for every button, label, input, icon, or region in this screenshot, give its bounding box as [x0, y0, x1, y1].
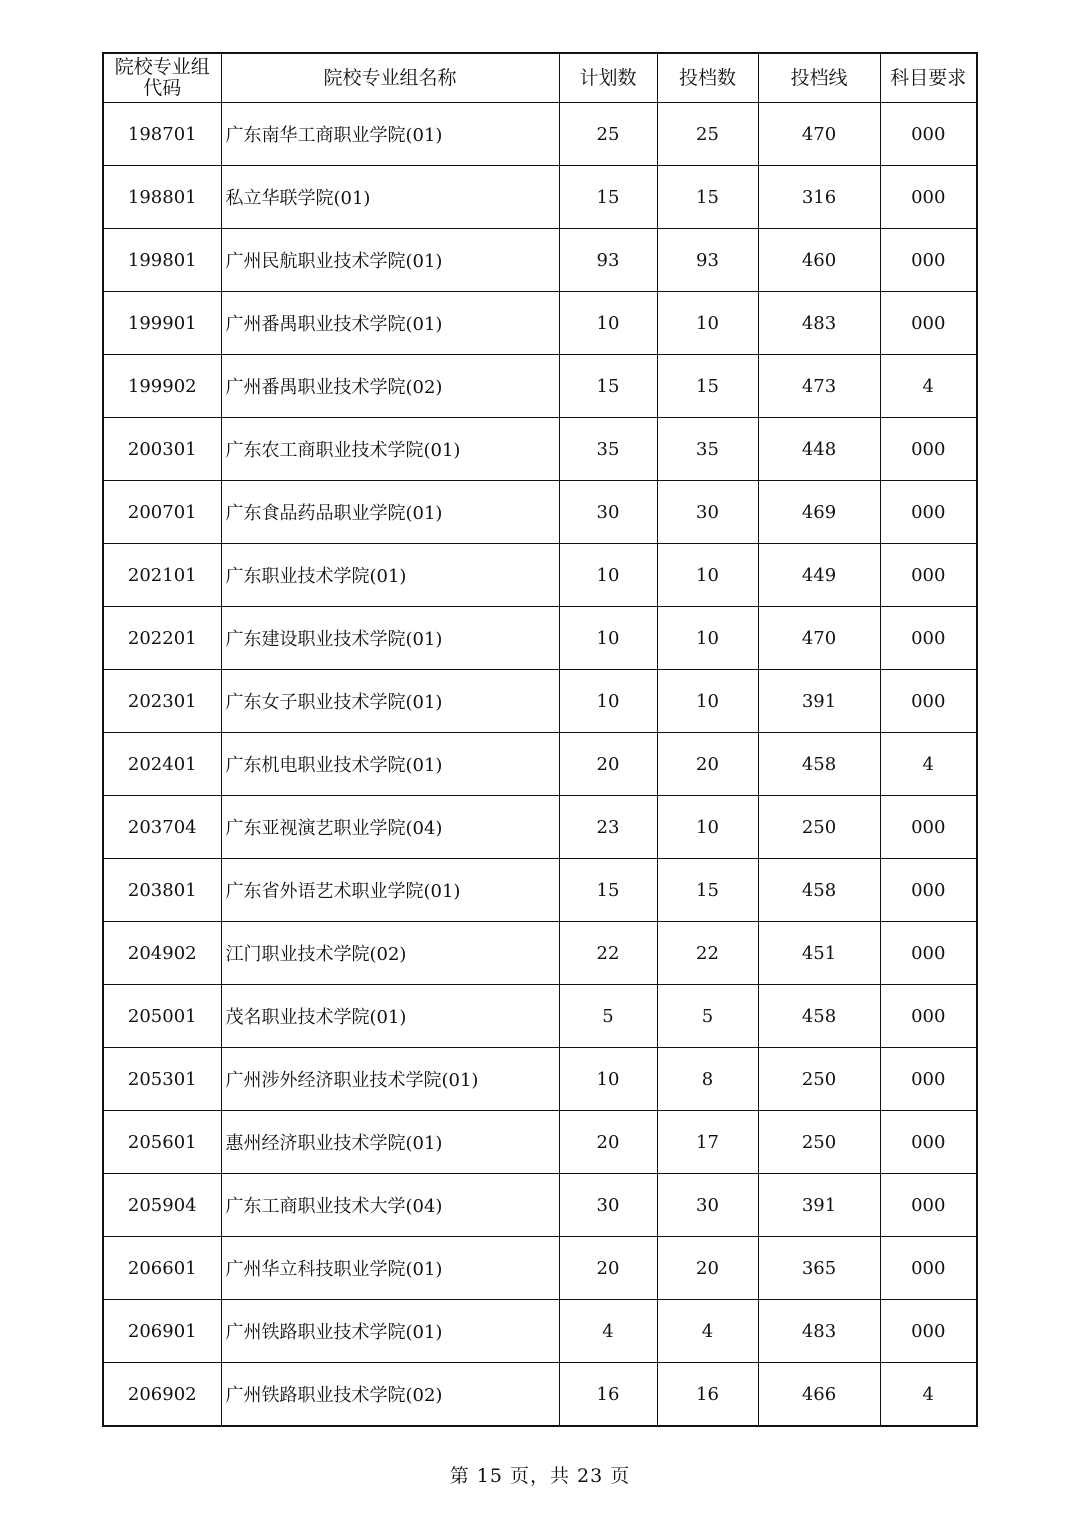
- cell-cutoff: 250: [758, 1048, 880, 1111]
- cell-subjects: 000: [880, 166, 977, 229]
- cell-cutoff: 449: [758, 544, 880, 607]
- cell-admitted: 15: [657, 859, 758, 922]
- cell-plan: 5: [559, 985, 657, 1048]
- cell-plan: 10: [559, 292, 657, 355]
- table-row: [103, 103, 977, 166]
- cell-subjects: 000: [880, 1300, 977, 1363]
- table-row: [103, 607, 977, 670]
- cell-plan: 10: [559, 544, 657, 607]
- cell-admitted: 10: [657, 544, 758, 607]
- cell-name: 广州番禺职业技术学院(01): [221, 292, 559, 355]
- cell-name: 茂名职业技术学院(01): [221, 985, 559, 1048]
- cell-admitted: 22: [657, 922, 758, 985]
- cell-name: 广东省外语艺术职业学院(01): [221, 859, 559, 922]
- cell-cutoff: 365: [758, 1237, 880, 1300]
- table-row: [103, 859, 977, 922]
- cell-code: 203801: [103, 859, 221, 922]
- cell-cutoff: 391: [758, 670, 880, 733]
- cell-name: 江门职业技术学院(02): [221, 922, 559, 985]
- cell-code: 202201: [103, 607, 221, 670]
- cell-subjects: 000: [880, 1048, 977, 1111]
- cell-admitted: 10: [657, 607, 758, 670]
- cell-plan: 20: [559, 733, 657, 796]
- cell-name: 广州铁路职业技术学院(02): [221, 1363, 559, 1427]
- cell-code: 205601: [103, 1111, 221, 1174]
- cell-plan: 22: [559, 922, 657, 985]
- cell-plan: 15: [559, 859, 657, 922]
- cell-subjects: 000: [880, 796, 977, 859]
- cell-plan: 10: [559, 607, 657, 670]
- cell-cutoff: 316: [758, 166, 880, 229]
- cell-cutoff: 250: [758, 1111, 880, 1174]
- cell-code: 202301: [103, 670, 221, 733]
- cell-cutoff: 451: [758, 922, 880, 985]
- cell-admitted: 16: [657, 1363, 758, 1427]
- header-code: [103, 53, 221, 103]
- table-row: [103, 1048, 977, 1111]
- cell-admitted: 25: [657, 103, 758, 166]
- cell-code: 205301: [103, 1048, 221, 1111]
- table-row: [103, 544, 977, 607]
- cell-name: 广东亚视演艺职业学院(04): [221, 796, 559, 859]
- cell-plan: 4: [559, 1300, 657, 1363]
- cell-subjects: 000: [880, 229, 977, 292]
- table-row: [103, 1300, 977, 1363]
- table-row: [103, 1237, 977, 1300]
- cell-subjects: 4: [880, 1363, 977, 1427]
- cell-code: 206601: [103, 1237, 221, 1300]
- cell-cutoff: 473: [758, 355, 880, 418]
- header-cutoff: 投档线: [758, 53, 880, 103]
- cell-code: 204902: [103, 922, 221, 985]
- cell-cutoff: 458: [758, 985, 880, 1048]
- cell-cutoff: 460: [758, 229, 880, 292]
- header-code-label: 院校专业组代码: [114, 56, 210, 99]
- cell-cutoff: 250: [758, 796, 880, 859]
- cell-code: 200301: [103, 418, 221, 481]
- cell-cutoff: 466: [758, 1363, 880, 1427]
- table-row: [103, 670, 977, 733]
- cell-admitted: 93: [657, 229, 758, 292]
- cell-plan: 20: [559, 1237, 657, 1300]
- cell-name: 广东农工商职业技术学院(01): [221, 418, 559, 481]
- cell-name: 广东女子职业技术学院(01): [221, 670, 559, 733]
- cell-plan: 93: [559, 229, 657, 292]
- table-row: [103, 166, 977, 229]
- cell-subjects: 000: [880, 481, 977, 544]
- table-header: [103, 53, 977, 103]
- cell-plan: 16: [559, 1363, 657, 1427]
- cell-code: 206901: [103, 1300, 221, 1363]
- cell-subjects: 000: [880, 103, 977, 166]
- cell-subjects: 000: [880, 985, 977, 1048]
- cell-name: 广州番禺职业技术学院(02): [221, 355, 559, 418]
- cell-cutoff: 458: [758, 733, 880, 796]
- cell-name: 广东食品药品职业学院(01): [221, 481, 559, 544]
- cell-code: 202101: [103, 544, 221, 607]
- cell-subjects: 000: [880, 292, 977, 355]
- cell-name: 广州涉外经济职业技术学院(01): [221, 1048, 559, 1111]
- cell-code: 198801: [103, 166, 221, 229]
- cell-name: 广东机电职业技术学院(01): [221, 733, 559, 796]
- cell-name: 广东工商职业技术大学(04): [221, 1174, 559, 1237]
- cell-code: 198701: [103, 103, 221, 166]
- cell-admitted: 4: [657, 1300, 758, 1363]
- cell-subjects: 000: [880, 607, 977, 670]
- cell-name: 广州华立科技职业学院(01): [221, 1237, 559, 1300]
- cell-code: 200701: [103, 481, 221, 544]
- table-row: [103, 1363, 977, 1427]
- cell-plan: 15: [559, 355, 657, 418]
- table-row: [103, 796, 977, 859]
- cell-plan: 25: [559, 103, 657, 166]
- table-body: [103, 103, 977, 1427]
- cell-admitted: 10: [657, 670, 758, 733]
- cell-name: 广州铁路职业技术学院(01): [221, 1300, 559, 1363]
- cell-cutoff: 483: [758, 1300, 880, 1363]
- table-row: [103, 733, 977, 796]
- cell-plan: 35: [559, 418, 657, 481]
- cell-name: 广东建设职业技术学院(01): [221, 607, 559, 670]
- header-subjects: 科目要求: [880, 53, 977, 103]
- cell-admitted: 10: [657, 796, 758, 859]
- cell-admitted: 30: [657, 481, 758, 544]
- table-row: [103, 985, 977, 1048]
- cell-subjects: 000: [880, 544, 977, 607]
- table-row: [103, 1111, 977, 1174]
- cell-code: 199901: [103, 292, 221, 355]
- cell-subjects: 000: [880, 1111, 977, 1174]
- cell-code: 199902: [103, 355, 221, 418]
- cell-subjects: 000: [880, 670, 977, 733]
- cell-cutoff: 470: [758, 607, 880, 670]
- cell-subjects: 4: [880, 733, 977, 796]
- table-row: [103, 481, 977, 544]
- cell-name: 私立华联学院(01): [221, 166, 559, 229]
- cell-cutoff: 391: [758, 1174, 880, 1237]
- cell-plan: 23: [559, 796, 657, 859]
- cell-subjects: 000: [880, 1174, 977, 1237]
- cell-code: 199801: [103, 229, 221, 292]
- table-row: [103, 355, 977, 418]
- table-row: [103, 1174, 977, 1237]
- cell-code: 205904: [103, 1174, 221, 1237]
- cell-admitted: 17: [657, 1111, 758, 1174]
- cell-admitted: 10: [657, 292, 758, 355]
- cell-plan: 30: [559, 1174, 657, 1237]
- cell-cutoff: 469: [758, 481, 880, 544]
- cell-admitted: 15: [657, 166, 758, 229]
- cell-admitted: 15: [657, 355, 758, 418]
- cell-subjects: 4: [880, 355, 977, 418]
- header-name: 院校专业组名称: [221, 53, 559, 103]
- header-row: [103, 53, 977, 103]
- table-row: [103, 418, 977, 481]
- cell-cutoff: 458: [758, 859, 880, 922]
- cell-admitted: 5: [657, 985, 758, 1048]
- cell-plan: 20: [559, 1111, 657, 1174]
- cell-cutoff: 470: [758, 103, 880, 166]
- cell-name: 广州民航职业技术学院(01): [221, 229, 559, 292]
- cell-name: 广东职业技术学院(01): [221, 544, 559, 607]
- cell-subjects: 000: [880, 922, 977, 985]
- cell-admitted: 35: [657, 418, 758, 481]
- cell-code: 202401: [103, 733, 221, 796]
- cell-plan: 30: [559, 481, 657, 544]
- cell-plan: 15: [559, 166, 657, 229]
- cell-subjects: 000: [880, 859, 977, 922]
- cell-admitted: 20: [657, 1237, 758, 1300]
- cell-subjects: 000: [880, 418, 977, 481]
- cell-admitted: 30: [657, 1174, 758, 1237]
- header-plan: 计划数: [559, 53, 657, 103]
- admission-table: [102, 52, 978, 1427]
- cell-plan: 10: [559, 670, 657, 733]
- cell-cutoff: 448: [758, 418, 880, 481]
- cell-name: 广东南华工商职业学院(01): [221, 103, 559, 166]
- table-row: [103, 229, 977, 292]
- cell-code: 206902: [103, 1363, 221, 1427]
- cell-cutoff: 483: [758, 292, 880, 355]
- cell-admitted: 20: [657, 733, 758, 796]
- table-row: [103, 292, 977, 355]
- cell-code: 203704: [103, 796, 221, 859]
- page-footer: 第 15 页，共 23 页: [449, 1465, 631, 1487]
- cell-code: 205001: [103, 985, 221, 1048]
- table-row: [103, 922, 977, 985]
- cell-name: 惠州经济职业技术学院(01): [221, 1111, 559, 1174]
- cell-plan: 10: [559, 1048, 657, 1111]
- cell-admitted: 8: [657, 1048, 758, 1111]
- header-admitted: 投档数: [657, 53, 758, 103]
- cell-subjects: 000: [880, 1237, 977, 1300]
